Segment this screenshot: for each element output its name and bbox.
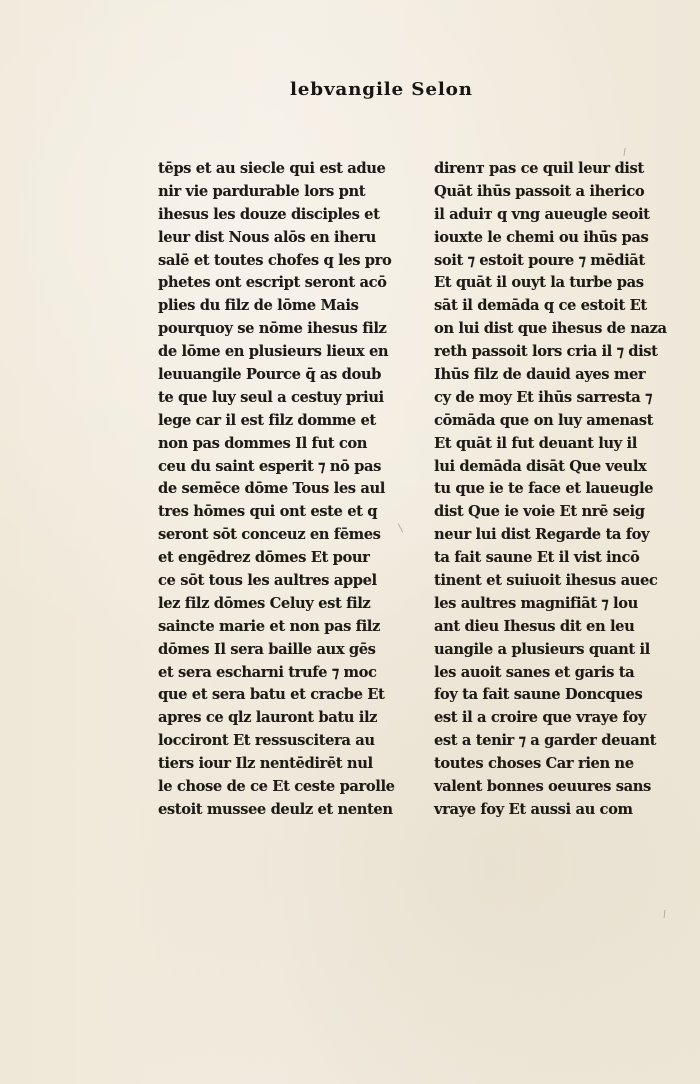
left-line-04: leur dist Nous alōs en iheru — [158, 228, 376, 246]
right-line-14: lui demāda disāt Que veulx — [434, 457, 647, 475]
left-line-13: non pas dommes Il fut con — [158, 434, 368, 452]
left-line-15: de semēce dōme Tous les aul — [158, 480, 385, 498]
right-line-12: cōmāda que on luy amenast — [434, 411, 654, 429]
right-line-11: cy de moy Et ihūs sarresta ⁊ — [434, 388, 653, 406]
right-line-19: tinent et suiuoit ihesus auec — [434, 572, 658, 590]
left-line-28: le chose de ce Et ceste parolle — [158, 778, 395, 796]
left-line-23: et sera escharni trufe ⁊ moc — [158, 663, 377, 681]
right-line-02: Quāt ihūs passoit a iherico — [434, 182, 645, 200]
left-line-10: leuuangile Pource q̄ as doub — [158, 366, 381, 384]
left-line-01: tēps et au siecle qui est adue — [158, 160, 386, 177]
right-line-05: soit ⁊ estoit poure ⁊ mēdiāt — [434, 251, 645, 269]
left-line-02: nir vie pardurable lors pnt — [158, 182, 366, 200]
right-text-column — [434, 158, 684, 822]
left-line-03: ihesus les douze disciples et — [158, 205, 380, 223]
right-line-01: direnт pas ce quil leur dist — [434, 160, 644, 177]
right-line-29: vraye foy Et aussi au com — [434, 800, 633, 818]
right-line-13: Et quāt il fut deuant luy il — [434, 434, 637, 452]
left-line-05: salē et toutes chofes q les pro — [158, 251, 392, 269]
right-line-26: est a tenir ⁊ a garder deuant — [434, 732, 657, 750]
right-line-16: dist Que ie voie Et nrē seig — [434, 503, 645, 521]
right-line-17: neur lui dist Regarde ta foy — [434, 526, 650, 544]
right-line-25: est il a croire que vraye foy — [434, 709, 646, 727]
left-line-08: pourquoy se nōme ihesus filz — [158, 320, 387, 338]
right-line-28: valent bonnes oeuures sans — [434, 778, 651, 796]
left-line-27: tiers iour Ilz nentēdirēt nul — [158, 755, 373, 773]
left-line-06: phetes ont escript seront acō — [158, 274, 387, 292]
left-line-14: ceu du saint esperit ⁊ nō pas — [158, 457, 381, 475]
left-line-18: et engēdrez dōmes Et pour — [158, 549, 370, 567]
left-text-column — [158, 158, 408, 822]
right-line-18: ta fait saune Et il vist incō — [434, 549, 640, 567]
right-line-21: ant dieu Ihesus dit en leu — [434, 617, 635, 635]
left-line-19: ce sōt tous les aultres appel — [158, 572, 377, 590]
left-line-22: dōmes Il sera baille aux gēs — [158, 640, 376, 658]
right-line-22: uangile a plusieurs quant il — [434, 640, 650, 658]
right-line-07: sāt il demāda q ce estoit Et — [434, 297, 647, 315]
margin-mark — [623, 148, 625, 156]
left-line-12: lege car il est filz domme et — [158, 411, 376, 429]
left-line-07: plies du filz de lōme Mais — [158, 297, 359, 315]
right-line-23: les auoit sanes et garis ta — [434, 663, 635, 681]
left-line-17: seront sōt conceuz en fēmes — [158, 526, 381, 544]
left-line-11: te que luy seul a cestuy priui — [158, 388, 384, 406]
right-line-08: on lui dist que ihesus de naza — [434, 320, 667, 338]
right-line-15: tu que ie te face et laueugle — [434, 480, 654, 498]
right-line-27: toutes choses Car rien ne — [434, 755, 634, 773]
left-line-29: estoit mussee deulz et nenten — [158, 800, 393, 818]
margin-mark — [664, 910, 666, 918]
left-line-16: tres hōmes qui ont este et q — [158, 503, 378, 521]
running-head: lebvangile Selon — [290, 79, 473, 100]
right-line-06: Et quāt il ouyt la turbe pas — [434, 274, 644, 292]
right-line-24: foy ta fait saune Doncques — [434, 686, 643, 704]
left-line-26: locciront Et ressuscitera au — [158, 732, 375, 750]
left-line-20: lez filz dōmes Celuy est filz — [158, 594, 371, 612]
left-line-09: de lōme en plusieurs lieux en — [158, 343, 389, 361]
left-line-24: que et sera batu et cracbe Et — [158, 686, 385, 704]
right-line-04: iouxte le chemi ou ihūs pas — [434, 228, 649, 246]
right-line-10: Ihūs filz de dauid ayes mer — [434, 366, 646, 384]
right-line-20: les aultres magnifiāt ⁊ lou — [434, 594, 638, 612]
left-line-25: apres ce qlz lauront batu ilz — [158, 709, 378, 727]
right-line-03: il aduiт q vng aueugle seoit — [434, 205, 650, 223]
left-line-21: saincte marie et non pas filz — [158, 617, 380, 635]
right-line-09: reth passoit lors cria il ⁊ dist — [434, 343, 658, 361]
